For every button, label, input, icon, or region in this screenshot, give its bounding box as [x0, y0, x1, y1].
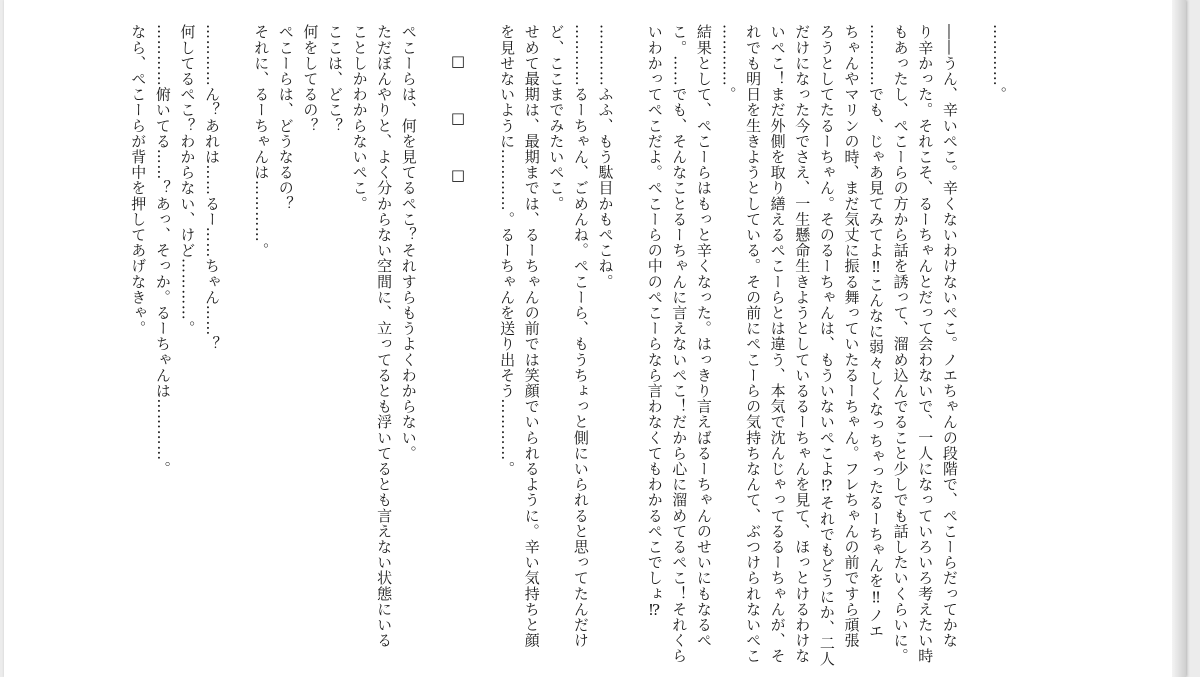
text-line: もあったし、ぺこーらの方から話を誘って、溜め込んでること少しでも話したいくらいに。 — [891, 24, 910, 664]
text-line: ど、ここまでみたいぺこ。 — [547, 24, 566, 212]
text-line: 何をしてるの？ — [301, 24, 320, 134]
blank-line — [224, 24, 249, 664]
text-line: …………でも、じゃあ見てみてよ‼こんなに弱々しくなっちゃったるーちゃんを‼ノエ — [867, 24, 886, 639]
text-line: ぺこーらは、どうなるの？ — [276, 24, 295, 212]
blank-line — [618, 24, 643, 664]
blank-line — [962, 24, 987, 664]
text-line: ことしかわからないぺこ。 — [350, 24, 369, 212]
text-line: …………るーちゃん、ごめんね。ぺこーら、もうちょっと側にいられると思ってたんだけ — [571, 24, 590, 648]
text-line: …………ん？あれは……るー……ちゃん……？ — [203, 24, 221, 352]
text-line: それに、るーちゃんは…………。 — [252, 24, 271, 258]
text-line: …………。 — [990, 24, 1008, 102]
text-line: …………。 — [719, 24, 738, 102]
text-line: なら、ぺこーらが背中を押してあげなきゃ。 — [129, 24, 148, 336]
text-line: ちゃんやマリンの時、まだ気丈に振る舞っていたるーちゃん。フレちゃんの前ですら頑張 — [842, 24, 861, 648]
text-line: ぺこーらは、何を見てるぺこ？それすらもうよくわからない。 — [399, 24, 418, 461]
text-line: こ。……でも、そんなことるーちゃんに言えないぺこ！だから心に溜めてるぺこ！それくら — [670, 24, 689, 664]
text-line: れでも明日を生きようとしている。その前にぺこーらの気持ちなんて、ぶつけられないぺこ — [744, 24, 763, 664]
text-line: 何してるぺこ？わからない、けど…………。 — [178, 24, 197, 336]
vertical-text-body — [126, 24, 1011, 667]
text-line: ただぼんやりと、よく分からない空間に、立ってるとも浮いてるとも言えない状態にいる — [375, 24, 394, 648]
text-line: …………俯いてる……？あっ、そっか。るーちゃんは…………。 — [153, 24, 172, 477]
text-line: ここは、どこ？ — [325, 24, 344, 134]
text-line: いぺこ！まだ外側を取り繕えるぺこーらとは違う、本気で沈んじゃってるるーちゃんが、そ — [768, 24, 787, 664]
text-line: いわかってぺこだよ。ぺこーらの中のぺこーらなら言わなくてもわかるぺこでしょ⁉ — [645, 24, 664, 620]
blank-line — [421, 24, 446, 664]
page-edge-shadow — [1172, 0, 1186, 677]
novel-page — [4, 0, 1186, 677]
text-line: 結果として、ぺこーらはもっと辛くなった。はっきり言えばるーちゃんのせいにもなるぺ — [694, 24, 713, 648]
text-line: だけになった今でさえ、一生懸命生きようとしているるーちゃんを見て、ほっとけるわけな — [793, 24, 812, 664]
text-line: ろうとしてたるーちゃん。そのるーちゃんは、もういないぺこよ⁉それでもどうにか、二人 — [817, 24, 836, 667]
blank-line — [470, 24, 495, 664]
scene-break-marks: □ □ □ — [448, 52, 467, 196]
text-line: り辛かった。それこそ、るーちゃんとだって会わないで、一人になっていろいろ考えたい時 — [916, 24, 935, 664]
text-line: …………ふふ、もう駄目かもぺこね。 — [596, 24, 615, 290]
text-line: せめて最期は、最期までは、るーちゃんの前では笑顔でいられるように。辛い気持ちと顔 — [522, 24, 541, 648]
text-line: ――うん、辛いぺこ。辛くないわけないぺこ。ノエちゃんの段階で、ぺこーらだってかな — [940, 24, 959, 648]
text-line: を見せないように…………。るーちゃんを送り出そう…………。 — [498, 24, 517, 477]
